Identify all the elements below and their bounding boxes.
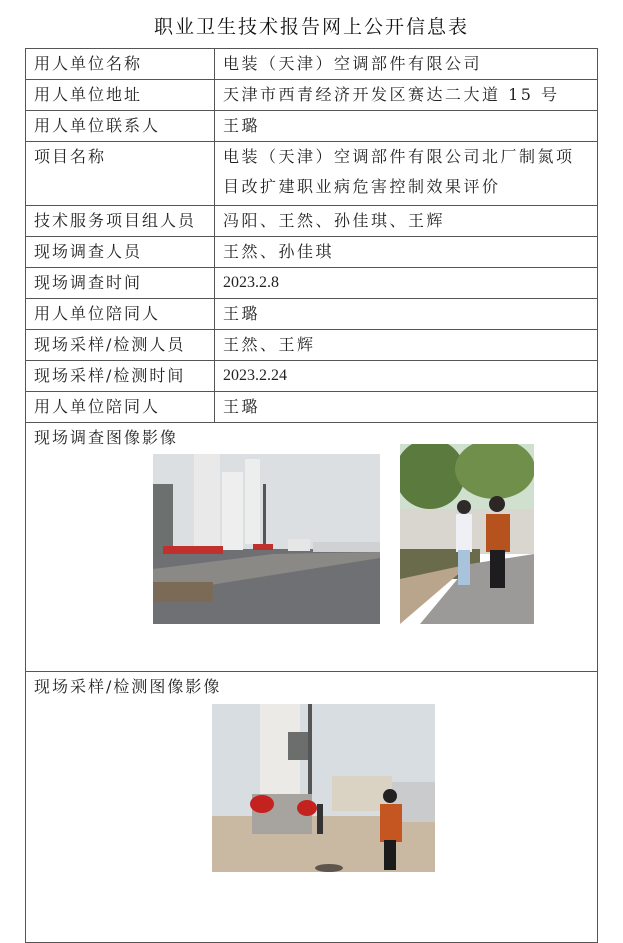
row-label: 项目名称 [26,142,215,206]
row-value: 王璐 [215,392,598,423]
table-row [26,206,598,237]
table-row [26,268,598,299]
photo-section-survey [26,423,598,672]
row-value: 天津市西青经济开发区赛达二大道 15 号 [215,80,598,111]
row-label: 用人单位陪同人 [26,392,215,423]
row-label: 现场采样/检测时间 [26,361,215,392]
table-row [26,361,598,392]
row-label: 现场调查时间 [26,268,215,299]
photo-section-label: 现场采样/检测图像影像 [34,677,222,696]
table-row [26,142,598,206]
document-title: 职业卫生技术报告网上公开信息表 [153,16,469,38]
table-row [26,111,598,142]
table-row [26,49,598,80]
row-value: 2023.2.24 [215,361,598,392]
photo-section-label: 现场调查图像影像 [34,428,179,447]
row-value: 2023.2.8 [215,268,598,299]
row-value: 冯阳、王然、孙佳琪、王辉 [215,206,598,237]
table-row [26,392,598,423]
sampling-photo [212,704,435,872]
row-value: 王然、孙佳琪 [215,237,598,268]
site-survey-photo-tanks [153,454,380,624]
table-row [26,330,598,361]
row-value: 王璐 [215,299,598,330]
row-label: 用人单位陪同人 [26,299,215,330]
row-label: 用人单位联系人 [26,111,215,142]
row-value: 王璐 [215,111,598,142]
table-row [26,237,598,268]
table-row [26,299,598,330]
row-value: 电装（天津）空调部件有限公司 [215,49,598,80]
photo-section-sampling [26,672,598,943]
info-table [25,48,598,943]
site-survey-photo-people [400,444,534,624]
row-label: 用人单位地址 [26,80,215,111]
row-value: 王然、王辉 [215,330,598,361]
row-label: 用人单位名称 [26,49,215,80]
row-value: 电装（天津）空调部件有限公司北厂制氮项目改扩建职业病危害控制效果评价 [215,142,598,206]
table-row [26,80,598,111]
row-label: 现场调查人员 [26,237,215,268]
row-label: 技术服务项目组人员 [26,206,215,237]
row-label: 现场采样/检测人员 [26,330,215,361]
